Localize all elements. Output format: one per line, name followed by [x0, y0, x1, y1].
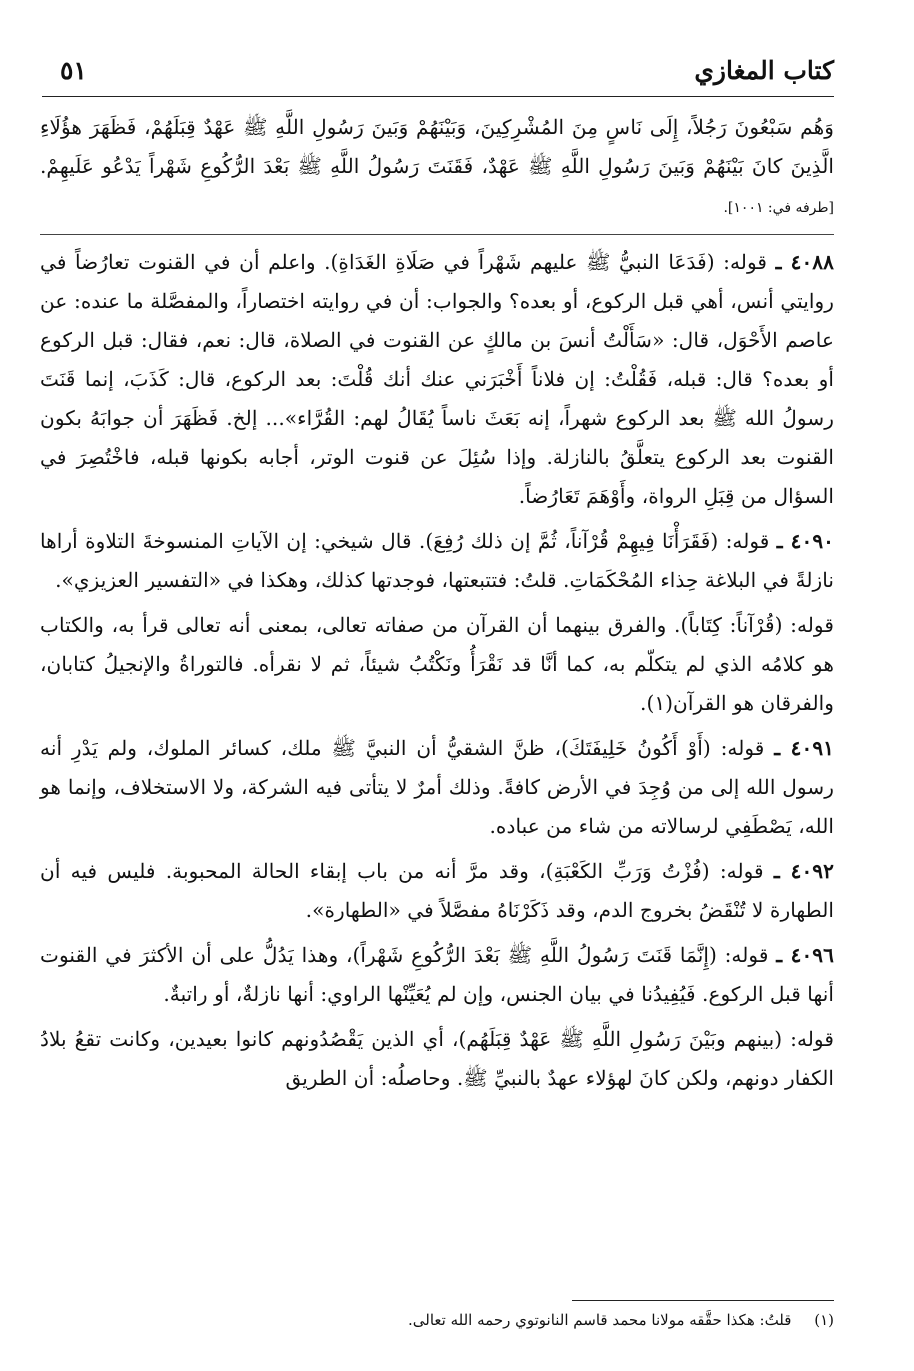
footnote	[40, 1306, 834, 1334]
paragraph-quran-kitab	[40, 606, 834, 723]
source-reference: [طرفه في: ١٠٠١].	[723, 200, 834, 216]
paragraph-text: قوله: (فَدَعَا النبيُّ ﷺ عليهم شَهْراً في صَلَاةِ الغَدَاةِ). واعلم أن في القنوت تعارُضاً في روايتي أنس، أهي قبل الركوع، أو بعده؟ والجواب: أن في روايته اختصاراً، والمفصَّلة ما عنده: عن عاصم الأَحْوَل، قال: «سَأَلْتُ أنسَ بن مالكٍ عن القنوت في الصلاة، قال: نعم، فقال: قبل الركوع أو بعده؟ قال: قبله، فَقُلْتُ: إن فلاناً أَخْبَرَني عنك أنك قُلْتَ: بعد الركوع، قال: كَذَبَ، إنما قَنَتَ رسولُ الله ﷺ بعد الركوع شهراً، إنه بَعَثَ ناساً يُقَالُ لهم: القُرَّاء»... إلخ. فَظَهَرَ أن جوابَهُ بكون القنوت بعد الركوع يتعلَّقُ بالنازلة. وإذا سُئِلَ عن قنوت الوتر، أجابه بكونها قبله، فاخْتُصِرَ في السؤال من قِبَلِ الرواة، وأَوْهَمَ تَعَارُضاً.	[40, 250, 834, 508]
main-text	[40, 108, 834, 1098]
paragraph-ahd-qibalahum	[40, 1020, 834, 1098]
hadith-number: ٤٠٩٦ ـ	[776, 943, 834, 967]
page-number: ٥١	[60, 56, 87, 85]
paragraph-text: قوله: (فَقَرَأْنَا فِيهِمْ قُرْآناً، ثُمَّ إن ذلك رُفِعَ). قال شيخي: إن الآياتِ المنسوخةَ التلاوة أراها نازلةً في البلاغة حِذاء المُحْكَمَاتِ. قلتُ: فتتبعتها، فوجدتها كذلك، وهكذا في «التفسير العزيزي».	[40, 529, 834, 592]
paragraph-text: قوله: (أَوْ أَكُونُ خَلِيفَتَكَ)، ظنَّ الشقيُّ أن النبيَّ ﷺ ملك، كسائر الملوك، ولم يَدْرِ أنه رسول الله إلى من وُجِدَ في الأرض كافةً. وذلك أمرٌ لا يتأتى فيه الشركة، ولا الاستخلاف، وإنما هو الله، يَصْطَفِي لرسالاته من شاء من عباده.	[40, 736, 834, 838]
book-title: كتاب المغازي	[694, 56, 834, 85]
hadith-number: ٤٠٨٨ ـ	[775, 250, 834, 274]
paragraph-hadith-continuation	[40, 108, 834, 235]
paragraph-text: قوله: (قُرْآناً: كِتَاباً). والفرق بينهما أن القرآن من صفاته تعالى، بمعنى أنه تعالى قرأ به، والكتاب هو كلامُه الذي لم يتكلّم به، كما أنَّا قد نَقْرَأُ ونَكْتُبُ شيئاً، ثم لا نقرأه. فالتوراةُ والإنجيلُ كتابان، والفرقان هو القرآن(١).	[40, 613, 834, 715]
paragraph-4091	[40, 729, 834, 846]
paragraph-text: قوله: (بينهم وبَيْنَ رَسُولِ اللَّهِ ﷺ عَهْدٌ قِبَلَهُم)، أي الذين يَقْصُدُونهم كانوا بعيدين، وكانت تقعُ بلادُ الكفار دونهم، ولكن كانَ لهؤلاء عهدٌ بالنبيِّ ﷺ. وحاصلُه: أن الطريق	[40, 1027, 834, 1090]
paragraph-text: قوله: (إِنَّمَا قَنَتَ رَسُولُ اللَّهِ ﷺ بَعْدَ الرُّكُوعِ شَهْراً)، وهذا يَدُلُّ على أن الأكثرَ في القنوت أنها قبل الركوع. فَيُفِيدُنا في بيان الجنس، وإن لم يُعَيِّنْها الراوي: أنها نازلةٌ، أو راتبةٌ.	[40, 943, 834, 1006]
paragraph-4092	[40, 852, 834, 930]
footnote-text: قلتُ: هكذا حقَّقه مولانا محمد قاسم النانوتوي رحمه الله تعالى.	[408, 1311, 792, 1329]
hadith-number: ٤٠٩٠ ـ	[776, 529, 835, 553]
paragraph-4088	[40, 243, 834, 516]
paragraph-4090	[40, 522, 834, 600]
footnote-marker: (١)	[814, 1311, 834, 1329]
hadith-number: ٤٠٩٢ ـ	[773, 859, 834, 883]
paragraph-text: قوله: (فُزْتُ وَرَبِّ الكَعْبَةِ)، وقد مرَّ أنه من باب إبقاء الحالة المحبوبة. فليس فيه أن الطهارة لا تُنْقَضُ بخروج الدم، وقد ذَكَرْنَاهُ مفصَّلاً في «الطهارة».	[40, 859, 834, 922]
footnote-divider	[572, 1300, 834, 1301]
paragraph-text: وَهُم سَبْعُونَ رَجُلاً، إِلَى نَاسٍ مِنَ المُشْرِكِينَ، وَبَيْنَهُمْ وَبَينَ رَسُولِ اللَّهِ ﷺ عَهْدٌ قِبَلَهُمْ، فَظَهَرَ هؤُلَاءِ الَّذِينَ كانَ بَيْنَهُمْ وَبَينَ رَسُولِ اللَّهِ ﷺ عَهْدٌ، فَقَنَتَ رَسُولُ اللَّهِ ﷺ بَعْدَ الرُّكُوعِ شَهْراً يَدْعُو عَلَيهِمْ.	[40, 115, 834, 178]
paragraph-4096	[40, 936, 834, 1014]
hadith-number: ٤٠٩١ ـ	[774, 736, 835, 760]
running-header	[42, 52, 834, 97]
